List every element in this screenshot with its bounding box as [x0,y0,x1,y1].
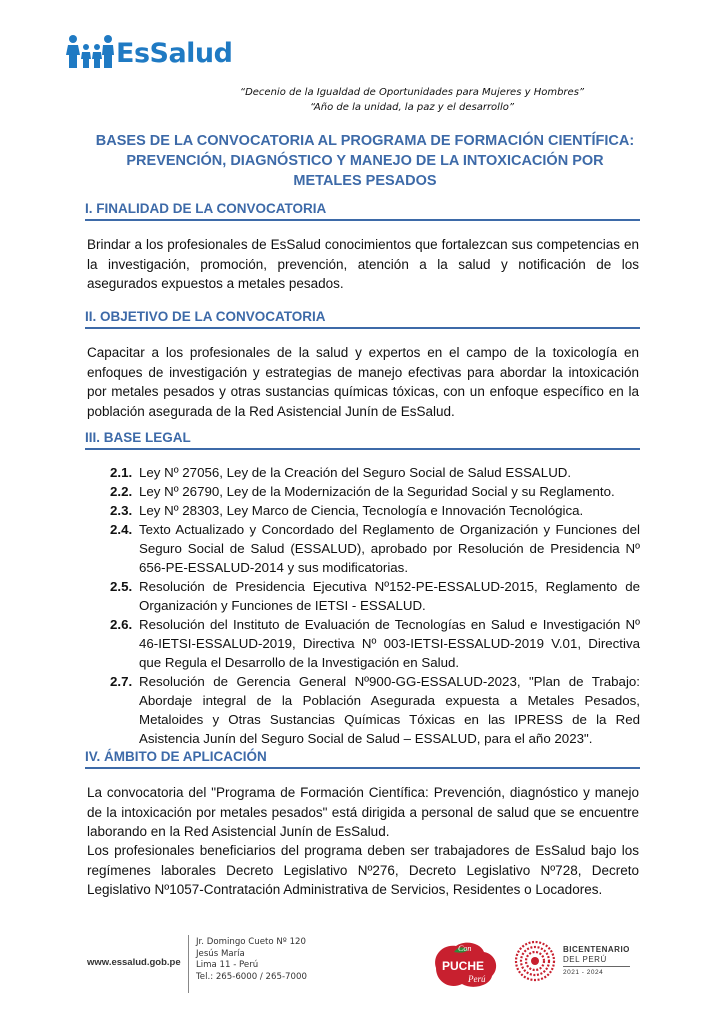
address-line: Lima 11 - Perú [196,960,259,970]
legal-item-text: Resolución de Presidencia Ejecutiva Nº152-PE-ESSALUD-2015, Reglamento de Organización y Funciones de IETSI - ESSALUD. [139,579,640,613]
legal-item [110,463,640,482]
legal-item-number: 2.7. [110,674,133,689]
document-title [80,131,650,191]
section-body-ambito-1: La convocatoria del "Programa de Formación Científica: Prevención, diagnóstico y manejo de la intoxicación por metales pesados" está dirigida a personal de salud que se encuentre laborando en la Red Asistencial Junín de EsSalud. [87,785,639,839]
motto-anio: “Año de la unidad, la paz y el desarrollo” [309,102,515,113]
legal-item [110,482,640,501]
bicentenario-text [563,945,630,978]
section-heading-base-legal: III. BASE LEGAL [85,430,640,450]
section-body-ambito-2: Los profesionales beneficiarios del programa deben ser trabajadores de EsSalud bajo los regímenes laborales Decreto Legislativo Nº276, Decreto Legislativo Nº728, Decreto Legislativo Nº1057-Contratación Administrativa de Servicios, Residentes o Locadores. [87,843,639,897]
svg-text:Con: Con [458,944,472,953]
section-heading-ambito: IV. ÁMBITO DE APLICACIÓN [85,749,640,769]
legal-item-text: Ley Nº 28303, Ley Marco de Ciencia, Tecnología e Innovación Tecnológica. [139,503,584,518]
section-body-finalidad: Brindar a los profesionales de EsSalud conocimientos que fortalezcan sus competencias en la investigación, promoción, prevención, atención a la salud y notificación de los asegurados expuestos a metales pesados. [87,237,639,291]
logo-wordmark: EsSalud [116,38,233,69]
footer-address [196,937,307,983]
section-heading-objetivo: II. OBJETIVO DE LA CONVOCATORIA [85,309,640,329]
header-mottos [0,85,724,115]
legal-item [110,501,640,520]
legal-item [110,615,640,672]
title-line-2: PREVENCIÓN, DIAGNÓSTICO Y MANEJO DE LA INTOXICACIÓN POR [126,153,604,169]
essalud-logo [66,34,232,68]
legal-item [110,577,640,615]
legal-item-text: Ley Nº 26790, Ley de la Modernización de la Seguridad Social y su Reglamento. [139,484,615,499]
svg-text:PUCHE: PUCHE [442,959,485,973]
motto-decenio: “Decenio de la Igualdad de Oportunidades para Mujeres y Hombres” [239,87,585,98]
title-line-3: METALES PESADOS [293,173,437,189]
bicentenario-subtitle: DEL PERÚ [563,954,607,964]
section-heading-finalidad: I. FINALIDAD DE LA CONVOCATORIA [85,201,640,221]
legal-item-number: 2.4. [110,522,133,537]
title-line-1: BASES DE LA CONVOCATORIA AL PROGRAMA DE FORMACIÓN CIENTÍFICA: [95,133,635,149]
bicentenario-logo [513,939,630,983]
bicentenario-title: BICENTENARIO [563,944,630,954]
address-line: Jesús María [196,948,245,959]
base-legal-list [110,463,640,748]
legal-item-number: 2.1. [110,465,133,480]
legal-item-text: Ley Nº 27056, Ley de la Creación del Seguro Social de Salud ESSALUD. [139,465,572,480]
con-puche-peru-logo [428,938,502,995]
svg-text:Perú: Perú [468,974,486,984]
bicentenario-years: 2021 - 2024 [563,966,630,978]
footer-divider [188,935,189,993]
legal-item-text: Resolución del Instituto de Evaluación de Tecnologías en Salud e Investigación Nº 46-IETSI-ESSALUD-2019, Directiva Nº 003-IETSI-ESSALUD-2019 V.01, Directiva que Regula el Desarrollo de la Investigación en Salud. [139,617,640,670]
address-line: Jr. Domingo Cueto Nº 120 [196,937,306,947]
legal-item-number: 2.3. [110,503,133,518]
bicentenario-emblem-icon [513,939,557,983]
page-footer [0,935,724,995]
address-line: Tel.: 265-6000 / 265-7000 [196,971,307,982]
legal-item [110,520,640,577]
legal-item-text: Resolución de Gerencia General Nº900-GG-ESSALUD-2023, "Plan de Trabajo: Abordaje integral de la Población Asegurada expuesta a Metales Pesados, Metaloides y Otras Sustancias Químicas Tóxicas en las IPRESS de la Red Asistencia Junín del Seguro Social de Salud – ESSALUD, para el año 2023". [139,674,640,746]
footer-website: www.essalud.gob.pe [87,957,181,968]
legal-item-number: 2.6. [110,617,133,632]
legal-item-number: 2.2. [110,484,133,499]
legal-item-number: 2.5. [110,579,133,594]
legal-item-text: Texto Actualizado y Concordado del Reglamento de Organización y Funciones del Seguro Social de Salud (ESSALUD), aprobado por Resolución de Presidencia Nº 656-PE-ESSALUD-2014 y sus modificatorias. [139,522,640,575]
section-body-objetivo: Capacitar a los profesionales de la salud y expertos en el campo de la toxicología en enfoques de investigación y estrategias de manejo efectivas para abordar la intoxicación por metales pesados y otras sustancias químicas tóxicas, con un enfoque específico en la población asegurada de la Red Asistencial Junín de EsSalud. [87,345,639,419]
family-icon [66,34,114,68]
legal-item [110,672,640,748]
